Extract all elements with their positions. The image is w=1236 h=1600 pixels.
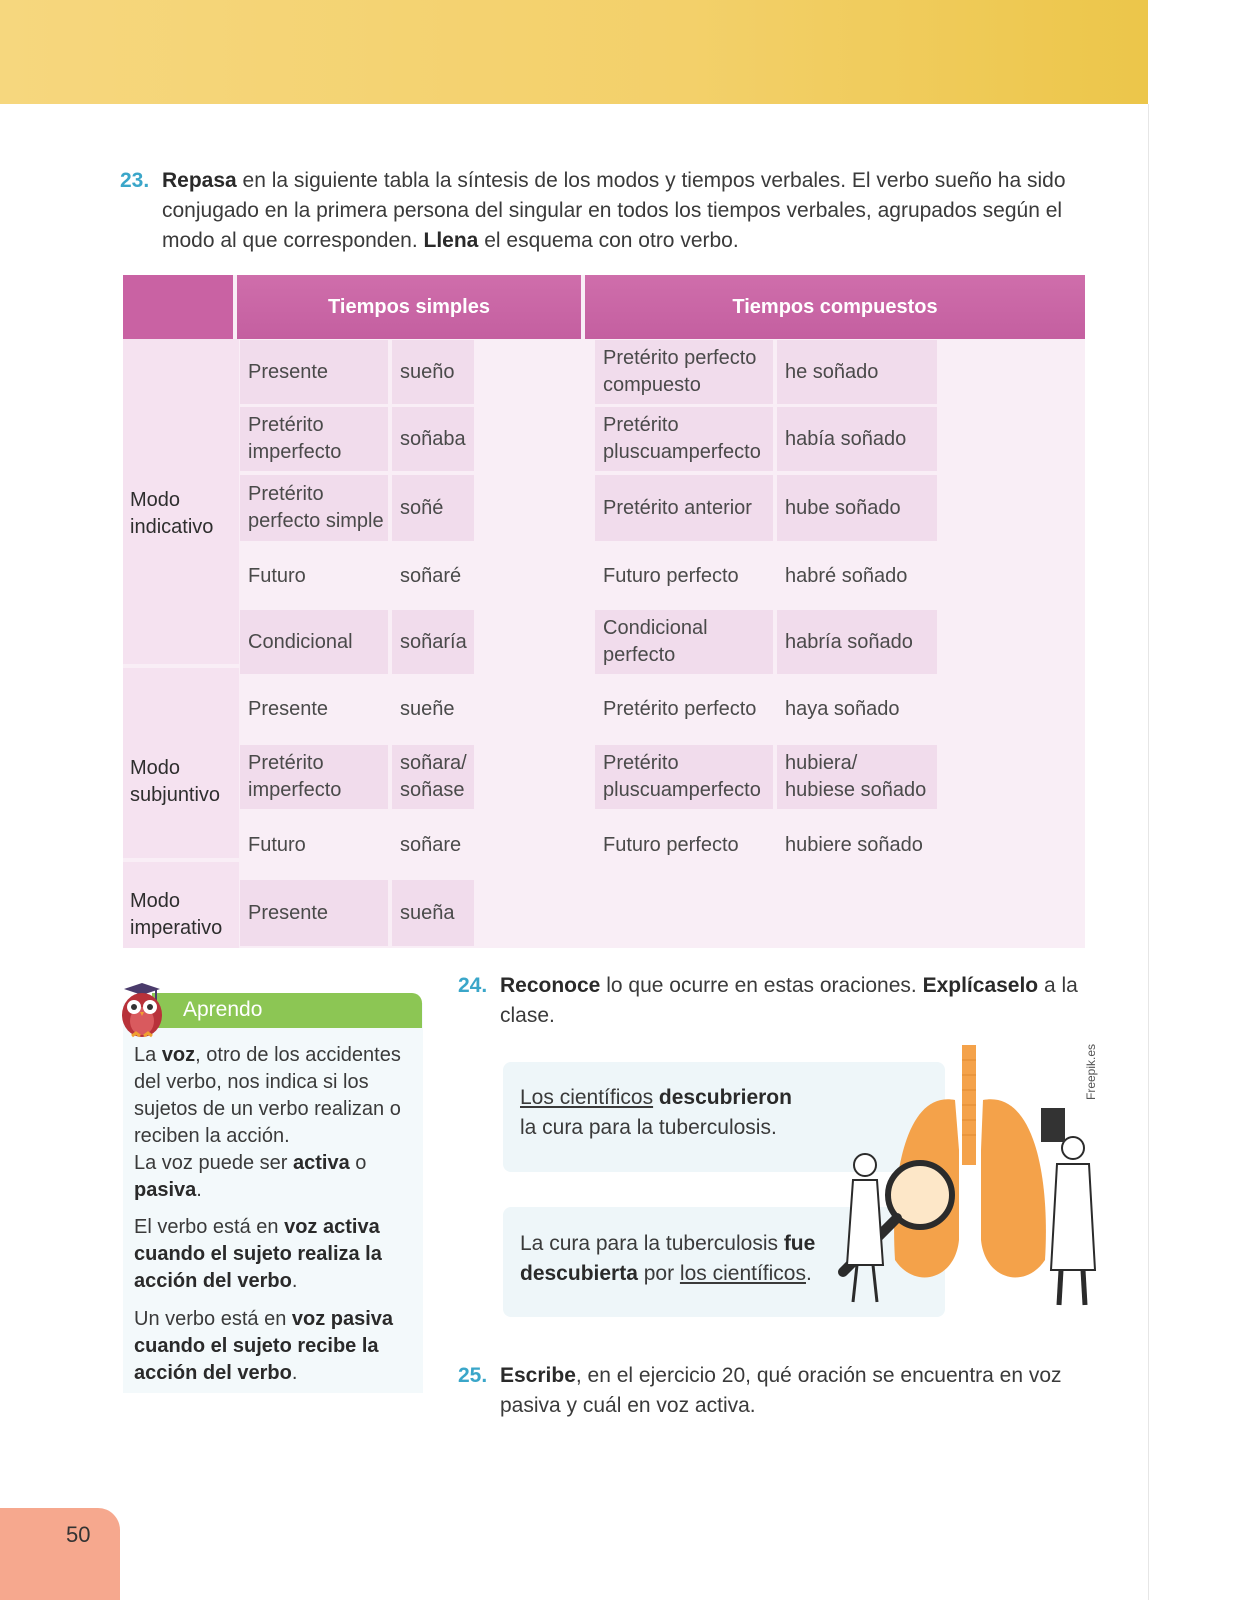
page-edge-rule	[1148, 104, 1149, 1600]
table-cell: Presente	[240, 340, 388, 404]
exercise-number: 25.	[458, 1364, 488, 1387]
table-cell: he soñado	[777, 340, 937, 404]
table-cell: había soñado	[777, 407, 937, 471]
table-header-compound: Tiempos compuestos	[585, 275, 1085, 339]
mode-label-subjuntivo: Modo subjuntivo	[130, 757, 221, 806]
table-cell: Pretérito pluscuamperfecto	[595, 407, 773, 471]
table-cell: hubiere soñado	[785, 833, 923, 856]
table-cell: Condicional	[240, 610, 388, 674]
table-cell: soñara/ soñase	[392, 745, 474, 809]
mode-label-indicativo: Modo indicativo	[130, 489, 214, 538]
table-header-corner	[123, 275, 233, 339]
table-cell: soñaría	[392, 610, 474, 674]
table-header-simple: Tiempos simples	[237, 275, 581, 339]
sentence-passive-voice: La cura para la tuberculosis fue descubierta por los científicos.	[520, 1232, 816, 1285]
exercise-number: 23.	[120, 169, 150, 192]
table-cell: haya soñado	[785, 697, 900, 720]
mode-label-imperativo: Modo imperativo	[130, 890, 223, 939]
exercise-23: 23. Repasa en la siguiente tabla la síntesis de los modos y tiempos verbales. El verbo sueño ha sido conjugado en la primera persona del singular en todos los tiempos verbales, agrupados según el modo al que corresponden. Llena el esquema con otro verbo.	[162, 166, 1082, 256]
table-cell: Futuro	[248, 833, 306, 856]
page-number: 50	[66, 1522, 91, 1547]
table-cell: soñaba	[392, 407, 474, 471]
table-cell: soñaré	[400, 564, 462, 587]
table-cell: Condicional perfecto	[595, 610, 773, 674]
table-cell: Futuro perfecto	[603, 833, 739, 856]
sentence-active-voice: Los científicos descubrieron la cura para la tuberculosis.	[520, 1086, 792, 1139]
table-cell: soñé	[392, 475, 474, 541]
table-cell: sueñe	[400, 697, 455, 720]
table-cell: hubiera/ hubiese soñado	[777, 745, 937, 809]
table-cell: habré soñado	[785, 564, 908, 587]
table-cell: Futuro	[248, 564, 306, 587]
table-cell: hube soñado	[777, 475, 937, 541]
table-cell: habría soñado	[777, 610, 937, 674]
table-cell: Pretérito anterior	[595, 475, 773, 541]
table-cell: Futuro perfecto	[603, 564, 739, 587]
exercise-number: 24.	[458, 974, 488, 997]
aprendo-paragraph-active: El verbo está en voz activa cuando el sujeto realiza la acción del verbo.	[134, 1216, 382, 1292]
table-cell: Pretérito perfecto	[603, 697, 757, 720]
table-cell: soñare	[400, 833, 462, 856]
table-cell: Pretérito imperfecto	[240, 745, 388, 809]
page-number-tab	[0, 1508, 120, 1600]
exercise-24: 24. Reconoce lo que ocurre en estas oraciones. Explícaselo a la clase.	[500, 971, 1090, 1031]
aprendo-paragraph-1: La voz, otro de los accidentes del verbo, nos indica si los sujetos de un verbo realizan o reciben la acción. La voz puede ser activa o pasiva.	[134, 1044, 401, 1201]
table-cell: Pretérito perfecto simple	[240, 475, 388, 541]
top-color-band	[0, 0, 1148, 104]
scientists-lungs-illustration	[835, 1040, 1115, 1340]
aprendo-title: Aprendo	[183, 998, 263, 1021]
table-cell: Presente	[248, 697, 329, 720]
exercise-25: 25. Escribe, en el ejercicio 20, qué oración se encuentra en voz pasiva y cuál en voz activa.	[500, 1361, 1090, 1421]
table-cell: Presente	[240, 880, 388, 946]
table-cell: Pretérito imperfecto	[240, 407, 388, 471]
table-cell: Pretérito perfecto compuesto	[595, 340, 773, 404]
table-cell: sueño	[392, 340, 474, 404]
owl-mascot-icon	[112, 975, 172, 1039]
image-credit: Freepik.es	[1084, 1043, 1098, 1100]
table-cell: Pretérito pluscuamperfecto	[595, 745, 773, 809]
aprendo-paragraph-passive: Un verbo está en voz pasiva cuando el sujeto recibe la acción del verbo.	[134, 1308, 394, 1384]
table-cell: sueña	[392, 880, 474, 946]
